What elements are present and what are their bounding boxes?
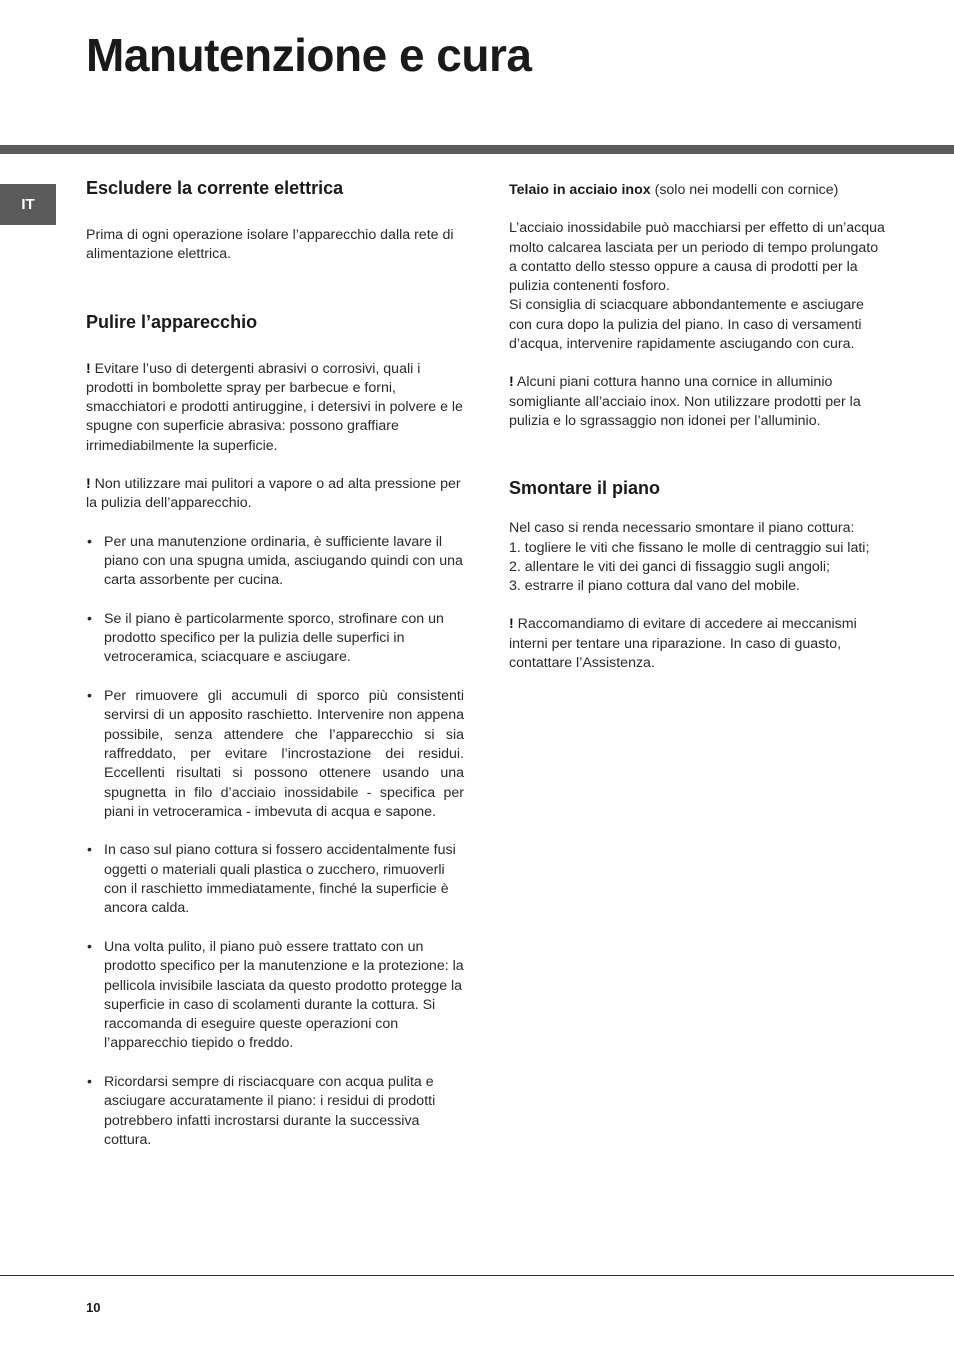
list-item: • Per rimuovere gli accumuli di sporco più consistenti servirsi di un apposito raschietto. Intervenire non appena possibile, senza attendere che l’apparecchio si sia raffreddato, per evitare l’incrostazione dei residui. Eccellenti risultati si possono ottenere usando una spugnetta in filo d’acciaio inossidabile - specifica per piani in vetroceramica - imbevuta di acqua e sapone. [86,687,464,822]
left-column [86,176,464,1150]
stainless-frame-advice: Si consiglia di sciacquare abbondantemente e asciugare con cura dopo la pulizia del piano. In caso di versamenti d’acqua, intervenire rapidamente asciugando con cura. [509,297,864,353]
page-title: Manutenzione e cura [86,29,532,81]
warning-steam: ! Non utilizzare mai pulitori a vapore o ad alta pressione per la pulizia dell’apparecchio. [86,476,461,512]
stainless-frame-text: L’acciaio inossidabile può macchiarsi per effetto di un’acqua molto calcarea lasciata per un periodo di tempo prolungato a contatto dello stesso oppure a causa di prodotti per la pulizia contenenti fosforo. [509,220,885,295]
warning-mark-icon: ! [509,374,514,391]
list-item: • Per una manutenzione ordinaria, è sufficiente lavare il piano con una spugna umida, asciugando quindi con una carta assorbente per cucina. [86,533,464,591]
disconnect-power-text: Prima di ogni operazione isolare l’apparecchio dalla rete di alimentazione elettrica. [86,227,454,263]
footer-divider [0,1275,954,1276]
list-item: • Se il piano è particolarmente sporco, strofinare con un prodotto specifico per la pulizia delle superfici in vetroceramica, sciacquare e asciugare. [86,610,464,668]
header-divider [0,145,954,154]
list-item: • Una volta pulito, il piano può essere trattato con un prodotto specifico per la manutenzione e la protezione: la pellicola invisibile lasciata da questo prodotto protegge la superficie in caso di scolamenti durante la cottura. Si raccomanda di eseguire queste operazioni con l’apparecchio tiepido o freddo. [86,938,464,1054]
warning-aluminium: ! Alcuni piani cottura hanno una cornice in alluminio somigliante all’acciaio inox. Non utilizzare prodotti per la pulizia e lo sgrassaggio non idonei per l’alluminio. [509,374,861,429]
warning-abrasive: ! Evitare l’uso di detergenti abrasivi o corrosivi, quali i prodotti in bombolette spray per barbecue e forni, smacchiatori e prodotti antiruggine, i detersivi in polvere e le spugne con superficie abrasiva: possono graffiare irrimediabilmente la superficie. [86,360,463,454]
list-item: • Ricordarsi sempre di risciacquare con acqua pulita e asciugare accuratamente il piano: i residui di prodotti potrebbero infatti incrostarsi durante la successiva cottura. [86,1073,464,1150]
heading-clean-appliance: Pulire l’apparecchio [86,311,258,332]
language-tab: IT [0,184,56,225]
remove-hob-step: 3. estrarre il piano cottura dal vano del mobile. [509,578,801,595]
remove-hob-step: 2. allentare le viti dei ganci di fissaggio sugli angoli; [509,558,830,575]
right-column [509,176,885,673]
warning-repair: ! Raccomandiamo di evitare di accedere ai meccanismi interni per tentare una riparazione. In caso di guasto, contattare l’Assistenza. [509,616,857,672]
warning-mark-icon: ! [86,476,91,493]
warning-mark-icon: ! [509,616,514,633]
heading-remove-hob: Smontare il piano [509,478,661,499]
warning-mark-icon: ! [86,360,91,377]
remove-hob-intro: Nel caso si renda necessario smontare il piano cottura: [509,520,855,537]
stainless-frame-intro: Telaio in acciaio inox (solo nei modelli con cornice) [509,182,839,198]
remove-hob-step: 1. togliere le viti che fissano le molle di centraggio sui lati; [509,539,870,556]
page-number: 10 [86,1300,101,1315]
cleaning-bullet-list [86,533,464,1151]
list-item: • In caso sul piano cottura si fossero accidentalmente fusi oggetti o materiali quali plastica o zucchero, rimuoverli con il raschietto immediatamente, finché la superficie è ancora calda. [86,841,464,918]
heading-disconnect-power: Escludere la corrente elettrica [86,178,344,198]
